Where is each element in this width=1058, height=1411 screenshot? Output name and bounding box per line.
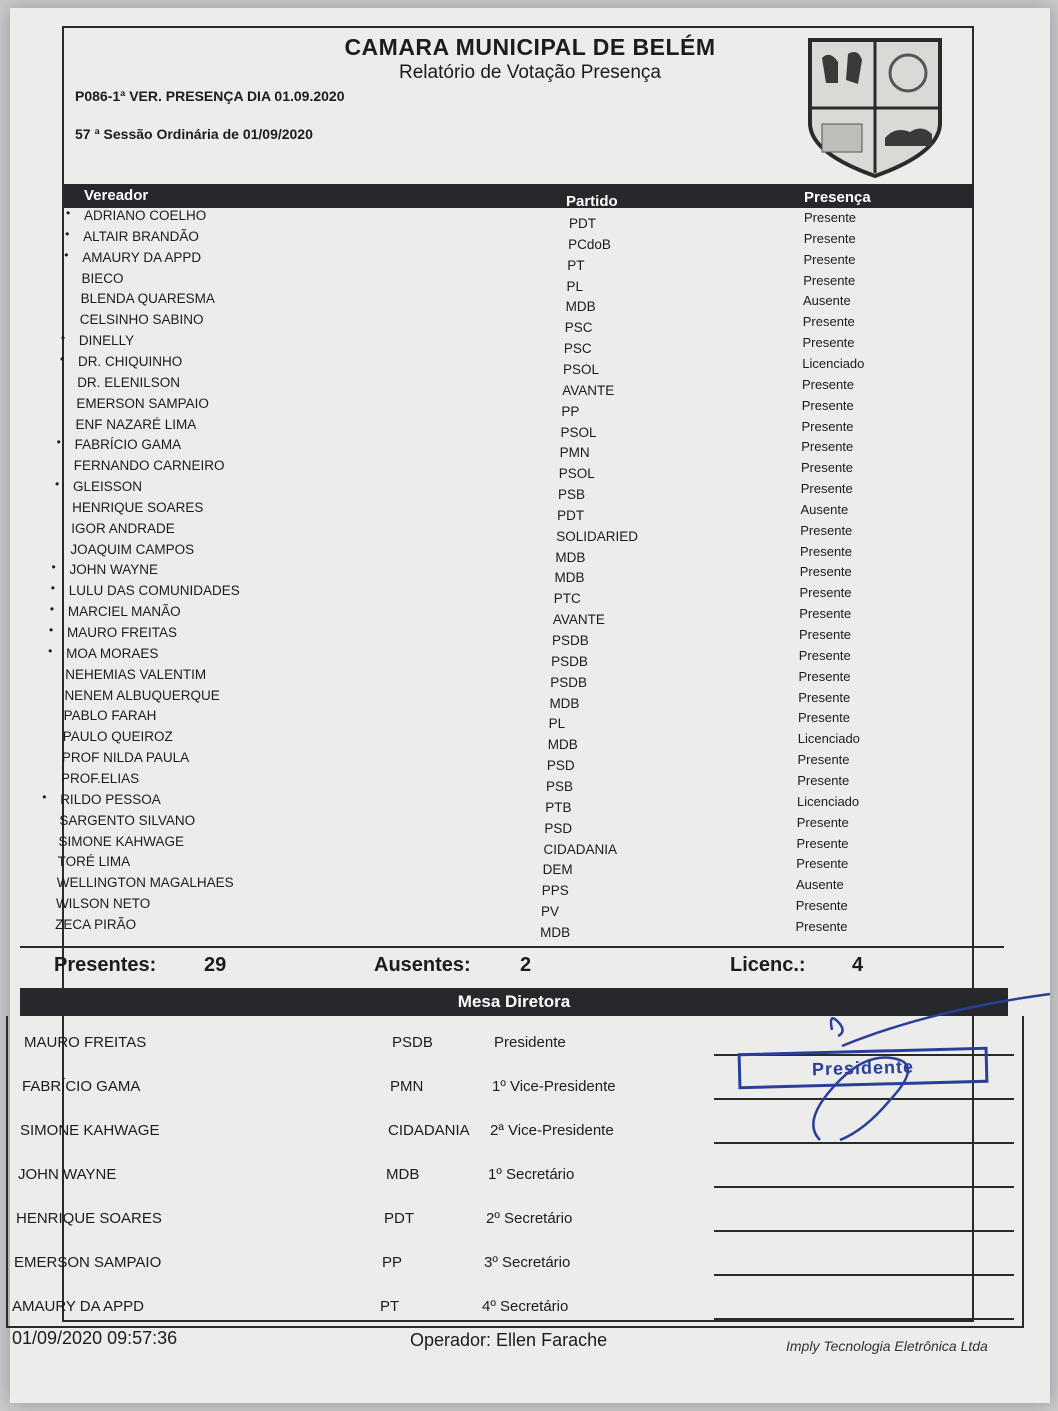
presence-cell: Presente [801,376,855,392]
mesa-member-role: 1º Vice-Presidente [492,1078,616,1095]
mesa-member-name: EMERSON SAMPAIO [14,1254,162,1271]
vereador-name: LULU DAS COMUNIDADES [68,583,240,599]
presence-cell: Presente [800,522,853,538]
presentes-count: 29 [204,954,227,976]
presence-cell: Presente [799,585,852,601]
party-cell: MDB [549,695,580,711]
presence-cell: Presente [801,439,854,455]
party-cell: PMN [559,445,590,461]
presence-cell: Presente [802,314,855,330]
presence-cell: Presente [799,543,853,559]
presence-cell: Presente [801,418,854,434]
party-cell: PSDB [552,633,589,648]
party-cell: AVANTE [552,612,605,628]
mesa-member-role: 1º Secretário [488,1166,575,1183]
mesa-member-party: PSDB [392,1034,433,1051]
party-cell: PSD [544,820,573,836]
vereador-name: PROF NILDA PAULA [61,750,190,766]
page-title: CAMARA MUNICIPAL DE BELÉM [344,34,716,60]
row-mark: • [42,789,47,804]
mesa-member-party: PDT [384,1210,414,1227]
party-cell: PSD [546,758,575,774]
print-timestamp: 01/09/2020 09:57:36 [12,1328,178,1348]
vereador-name: SIMONE KAHWAGE [58,833,185,849]
presence-cell: Ausente [795,877,844,893]
presence-cell: Presente [803,251,856,267]
presence-cell: Presente [798,668,851,684]
mesa-member-role: 4º Secretário [482,1298,569,1315]
mesa-member-name: JOHN WAYNE [18,1166,117,1183]
party-cell: SOLIDARIED [556,528,639,544]
presence-cell: Presente [802,335,855,351]
party-cell: CIDADANIA [543,841,618,857]
presidente-stamp [738,1047,989,1090]
mesa-member-role: 2º Secretário [486,1210,573,1227]
vereador-name: FABRÍCIO GAMA [74,437,182,453]
presence-cell: Presente [803,230,856,246]
vereador-name: FERNANDO CARNEIRO [73,458,225,474]
session-label: 57 ª Sessão Ordinária de 01/09/2020 [75,126,313,142]
presence-cell: Presente [799,564,852,580]
mesa-member-name: FABRÍCIO GAMA [22,1078,141,1095]
signature-line [714,1274,1014,1276]
vereador-name: RILDO PESSOA [60,791,161,807]
vereador-name: MOA MORAES [66,645,159,661]
vereador-name: EMERSON SAMPAIO [76,395,209,411]
vereador-name: WELLINGTON MAGALHAES [56,875,234,891]
presence-cell: Ausente [802,293,851,309]
presence-cell: Presente [798,689,851,705]
vereador-name: AMAURY DA APPD [82,249,202,265]
coat-of-arms-icon [800,28,950,178]
row-mark: • [50,581,55,596]
row-mark: • [48,643,53,658]
vereador-name: MARCIEL MANÃO [67,604,181,620]
party-cell: MDB [547,737,578,753]
vereador-name: WILSON NETO [55,896,151,912]
party-cell: AVANTE [562,382,615,398]
party-cell: PSB [546,778,574,794]
report-code: P086-1ª VER. PRESENÇA DIA 01.09.2020 [75,88,345,104]
presence-cell: Presente [797,772,850,788]
party-cell: PTC [553,591,581,607]
presence-cell: Presente [801,397,854,413]
party-cell: MDB [554,570,585,586]
signature-line [714,1186,1014,1188]
operator-label: Operador: Ellen Farache [410,1330,608,1350]
presence-cell: Presente [795,898,848,914]
presence-cell: Presente [799,606,852,622]
row-mark: • [51,560,56,575]
party-cell: PDT [569,216,596,231]
licenc-label: Licenc.: [730,954,806,976]
party-cell: PSOL [560,424,597,440]
mesa-diretora-title: Mesa Diretora [457,992,571,1011]
party-cell: PV [540,904,559,920]
party-cell: PT [567,257,585,273]
presence-cell: Licenciado [796,793,860,809]
vereador-name: NEHEMIAS VALENTIM [65,666,207,682]
mesa-member-name: SIMONE KAHWAGE [20,1122,160,1139]
signature-line [714,1230,1014,1232]
presence-cell: Presente [797,710,851,726]
row-mark: • [64,247,69,262]
mesa-member-role: 2ª Vice-Presidente [490,1122,614,1139]
vereador-name: DR. ELENILSON [77,374,180,390]
row-mark: • [49,623,54,637]
vereador-name: DR. CHIQUINHO [78,353,183,369]
mesa-member-party: PT [380,1298,400,1315]
totals-bar [20,946,1004,988]
mesa-member-party: PP [382,1254,403,1271]
vereador-name: PAULO QUEIROZ [62,729,173,745]
page-subtitle: Relatório de Votação Presença [399,62,661,83]
vereador-name: TORÉ LIMA [57,854,131,870]
row-mark: • [56,435,61,450]
vereador-name: JOHN WAYNE [69,562,159,578]
mesa-member-name: AMAURY DA APPD [12,1298,144,1315]
vereador-name: ENF NAZARÉ LIMA [75,416,197,432]
ausentes-count: 2 [520,954,532,976]
party-cell: PSOL [558,466,595,482]
party-cell: DEM [542,862,573,878]
row-mark: • [65,226,70,241]
party-cell: PL [566,278,583,294]
presence-cell: Presente [799,627,852,642]
row-mark: • [60,331,66,346]
party-cell: PTB [545,799,572,815]
presence-cell: Presente [796,835,849,851]
mesa-member-role: Presidente [494,1034,566,1051]
vereador-name: ALTAIR BRANDÃO [83,228,199,244]
party-cell: PSC [563,341,592,357]
party-cell: PP [561,403,580,419]
stamp-text: Presidente [811,1056,915,1080]
company-label: Imply Tecnologia Eletrônica Ltda [786,1338,988,1354]
row-mark: • [49,602,55,617]
row-mark: • [60,351,65,366]
presence-cell: Presente [804,210,857,225]
party-cell: MDB [555,549,586,565]
signature-line [714,1318,1014,1320]
presence-cell: Ausente [800,501,849,517]
presence-cell: Presente [797,752,850,768]
attendance-table-header [64,184,972,208]
mesa-member-party: MDB [386,1166,420,1183]
ausentes-label: Ausentes: [374,954,471,976]
vereador-name: PROF.ELIAS [61,770,140,786]
mesa-member-name: MAURO FREITAS [24,1034,147,1051]
mesa-member-party: CIDADANIA [388,1122,470,1139]
mesa-member-role: 3º Secretário [484,1254,571,1271]
presence-cell: Licenciado [802,355,865,371]
party-cell: PSB [557,487,585,503]
party-cell: PSDB [551,653,588,669]
mesa-member-name: HENRIQUE SOARES [16,1210,162,1227]
vereador-name: ZECA PIRÃO [55,916,137,932]
presence-cell: Presente [800,460,854,476]
header-vereador: Vereador [84,187,149,204]
vereador-name: NENEM ALBUQUERQUE [64,687,220,703]
presence-cell: Presente [798,647,851,663]
header-partido: Partido [566,193,618,210]
party-cell: PPS [541,883,569,899]
vereador-name: JOAQUIM CAMPOS [70,541,195,557]
presence-cell: Presente [796,814,849,830]
vereador-name: ADRIANO COELHO [84,208,207,223]
party-cell: PCdoB [568,236,611,252]
presence-cell: Presente [795,918,848,934]
header-presenca: Presença [804,189,871,206]
party-cell: PSC [564,320,593,336]
vereador-name: SARGENTO SILVANO [59,812,196,828]
vereador-name: MAURO FREITAS [67,625,178,640]
vereador-name: GLEISSON [72,479,142,495]
licenc-count: 4 [852,954,864,976]
mesa-member-party: PMN [390,1078,424,1095]
vereador-name: BIECO [81,270,124,286]
vereador-name: DINELLY [78,333,135,349]
vereador-name: CELSINHO SABINO [79,312,204,328]
presence-cell: Presente [803,272,856,288]
vereador-name: PABLO FARAH [63,708,157,724]
row-mark: • [54,477,60,492]
presence-cell: Licenciado [797,731,860,747]
party-cell: MDB [565,299,596,315]
presence-cell: Presente [800,481,853,497]
presence-cell: Presente [796,856,849,872]
presentes-label: Presentes: [54,954,157,976]
party-cell: PSDB [550,674,588,690]
party-cell: PDT [557,507,585,523]
vereador-name: HENRIQUE SOARES [72,499,204,515]
vereador-name: IGOR ANDRADE [71,520,175,536]
row-mark: • [66,206,71,220]
party-cell: PL [548,716,566,732]
party-cell: MDB [540,924,571,940]
party-cell: PSOL [563,361,600,377]
vereador-name: BLENDA QUARESMA [80,291,215,307]
